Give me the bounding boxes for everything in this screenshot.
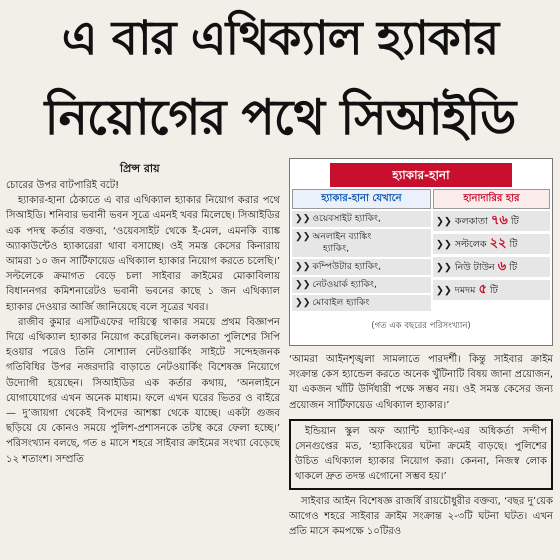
article-paragraph: হ্যাকার-হানা ঠেকাতে এ বার এথিক্যাল হ্যাকার নিয়োগ করার পথে সিআইডি। শনিবার ভবানী ভবন সূত্রে এমনই খবর মিলেছে। সিআইডির এক পদস্থ কর্তার বক্তব্য, ‘ওয়েবসাইট থেকে ই-মেল, এমনকি ব্যাঙ্ক অ্যাকাউন্টেও হ্যাকারেরা থাবা বসাচ্ছে। ওই সমস্ত কেসের কিনারায় আমরা ১০ জন সার্টিফায়েড এথিক্যাল হ্যাকার নিয়োগ করতে চলেছি।’ সল্টলেকে ক্রমাগত বেড়ে চলা সাইবার ক্রাইমের মোকাবিলায় বিধাননগর কমিশনারেটও ভবানী ভবনের কাছে ১ জন এথিক্যাল হ্যাকার দেওয়ার আর্জি জানিয়েছে বলে সূত্রের খবর।: [6, 195, 280, 313]
stat-row: ❯❯ কলকাতা ৭৬ টি: [433, 211, 550, 231]
hacker-attack-infobox: [289, 158, 553, 346]
chevron-right-icon: ❯❯: [295, 231, 311, 242]
infobox-left-header: হ্যাকার-হানা যেখানে: [292, 189, 431, 209]
article-left-column: [6, 178, 280, 560]
headline-line-1: এ বার এথিক্যাল হ্যাকার: [61, 11, 499, 66]
article-paragraph: সাইবার আইন বিশেষজ্ঞ রাজর্ষি রায়চৌধুরীর বক্তব্য, ‘বছর দু’য়েক আগেও শহরে সাইবার ক্রাইম সংক্রান্ত ২-৩টি ঘটনা ঘটত। এখন প্রতি মাসে কমপক্ষে ১০টিরও: [289, 495, 553, 538]
infobox-stats-list: [433, 189, 550, 313]
chevron-right-icon: ❯❯: [435, 239, 452, 250]
article-right-column: [289, 352, 553, 560]
byline: প্রিন্স রায়: [120, 162, 160, 175]
chevron-right-icon: ❯❯: [435, 262, 452, 273]
chevron-right-icon: ❯❯: [295, 261, 311, 272]
list-item: ❯❯ ওয়েবসাইট হ্যাকিং,: [292, 211, 431, 227]
list-item: ❯❯ নেটওয়ার্ক হ্যাকিং,: [292, 277, 431, 293]
stat-row: ❯❯ দমদম ৫ টি: [433, 280, 550, 300]
infobox-footnote: (গত এক বছরের পরিসংখ্যান): [371, 321, 471, 331]
list-item: ❯❯ কম্পিউটার হ্যাকিং,: [292, 259, 431, 275]
chevron-right-icon: ❯❯: [435, 285, 452, 296]
list-item: ❯❯ অনলাইন ব্যাঙ্কিং হ্যাকিং,: [292, 229, 431, 257]
stat-row: ❯❯ নিউ টাউন ৬ টি: [433, 257, 550, 277]
infobox-targets-list: [292, 189, 431, 313]
quote-text: ইন্ডিয়ান স্কুল অফ অ্যান্টি হ্যাকিং-এর অধিকর্তা সন্দীপ সেনগুপ্তের মত, ‘হ্যাকিংয়ের ঘটনা ক্রমেই বাড়ছে। পুলিশের উচিত এথিক্যাল হ্যাকার নিয়োগ করা। কেননা, নিজস্ব লোক থাকলে দ্রুত তদন্ত এগোনো সম্ভব হয়।’: [295, 425, 547, 483]
list-item: ❯❯ মোবাইল হ্যাকিং: [292, 295, 431, 311]
chevron-right-icon: ❯❯: [295, 213, 311, 224]
article-paragraph: ‘আমরা আইনশৃঙ্খলা সামলাতে পারদর্শী। কিন্তু সাইবার ক্রাইম সংক্রান্ত কেস হ্যান্ডেল করতে অনেক খুঁটিনাটি বিষয় জানা প্রয়োজন, যা একজন খাঁটি উর্দিধারী পক্ষে সম্ভব নয়। ওই সমস্ত কেসের জন্য প্রয়োজন সার্টিফায়েড এথিক্যাল হ্যাকার।’: [289, 354, 553, 411]
infobox-title: হ্যাকার-হানা: [330, 163, 512, 187]
chevron-right-icon: ❯❯: [295, 279, 311, 290]
chevron-right-icon: ❯❯: [295, 297, 311, 308]
infobox-right-header: হানাদারির হার: [433, 189, 550, 209]
chevron-right-icon: ❯❯: [435, 216, 452, 227]
highlighted-quote-box: [289, 419, 553, 490]
headline-line-2: নিয়োগের পথে সিআইডি: [44, 89, 516, 146]
article-paragraph: চোরের উপর বাটপারিই বটে!: [6, 180, 120, 191]
stat-row: ❯❯ সল্টলেক ২২ টি: [433, 234, 550, 254]
article-paragraph: রাজীব কুমার এসটিএফের দায়িত্বে থাকার সময়ে প্রথম বিজ্ঞাপন দিয়ে এথিক্যাল হ্যাকার নিয়োগ করেছিলেন। কলকাতা পুলিশের সিপি হওয়ার পরেও তিনি সোশ্যাল নেটওয়ার্কিং সাইটে সন্দেহজনক গতিবিধির উপর নজরদারি বাড়াতে নেটওয়ার্কিং বিশেষজ্ঞ নিয়োগে উদ্যোগী হয়েছেন। সিআইডির এক কর্তার কথায়, ‘অনলাইনে যোগাযোগের এখন অনেক মাধ্যম। ফলে এখন ঘরের ভিতর ও বাইরে— দু’জায়গা থেকেই বিপদের আশঙ্কা থেকে যাচ্ছে। একটা গুজব ছড়িয়ে যে কোনও সময়ে পুলিশ-প্রশাসনকে তটস্থ করে ফেলা হচ্ছে।’ পরিসংখ্যান বলছে, গত ৪ মাসে শহরে সাইবার ক্রাইমের সংখ্যা বেড়েছে ১২ শতাংশ। সম্প্রতি: [6, 316, 280, 465]
